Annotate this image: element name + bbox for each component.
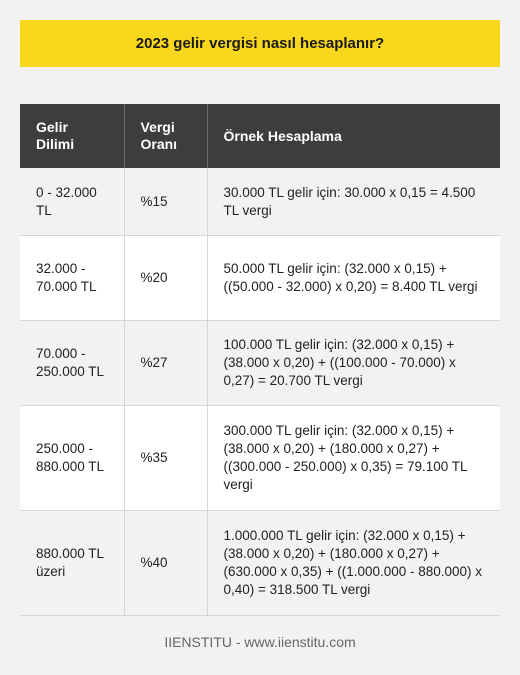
table-row [20,321,500,406]
example-cell: 30.000 TL gelir için: 30.000 x 0,15 = 4.500 TL vergi [207,168,500,236]
rate-cell: %40 [124,511,207,616]
rate-cell: %20 [124,236,207,321]
header-example: Örnek Hesaplama [207,104,500,168]
table-header-row [20,104,500,168]
table-row [20,236,500,321]
rate-cell: %35 [124,406,207,511]
rate-cell: %15 [124,168,207,236]
rate-cell: %27 [124,321,207,406]
table-row [20,168,500,236]
example-cell: 50.000 TL gelir için: (32.000 x 0,15) + ((50.000 - 32.000) x 0,20) = 8.400 TL vergi [207,236,500,321]
example-cell: 1.000.000 TL gelir için: (32.000 x 0,15) + (38.000 x 0,20) + (180.000 x 0,27) + (630.000 x 0,35) + ((1.000.000 - 880.000) x 0,40) = 318.500 TL vergi [207,511,500,616]
example-cell: 100.000 TL gelir için: (32.000 x 0,15) + (38.000 x 0,20) + ((100.000 - 70.000) x 0,27) = 20.700 TL vergi [207,321,500,406]
footer-credit: IIENSTITU - www.iienstitu.com [164,634,356,650]
title-banner [20,20,500,67]
bracket-cell: 250.000 - 880.000 TL [20,406,124,511]
header-rate: Vergi Oranı [124,104,207,168]
table-row [20,511,500,616]
tax-bracket-table [20,104,500,616]
bracket-cell: 70.000 - 250.000 TL [20,321,124,406]
header-bracket: Gelir Dilimi [20,104,124,168]
bracket-cell: 32.000 - 70.000 TL [20,236,124,321]
table-row [20,406,500,511]
example-cell: 300.000 TL gelir için: (32.000 x 0,15) + (38.000 x 0,20) + (180.000 x 0,27) + ((300.000 - 250.000) x 0,35) = 79.100 TL vergi [207,406,500,511]
bracket-cell: 880.000 TL üzeri [20,511,124,616]
page-title: 2023 gelir vergisi nasıl hesaplanır? [135,35,385,52]
bracket-cell: 0 - 32.000 TL [20,168,124,236]
